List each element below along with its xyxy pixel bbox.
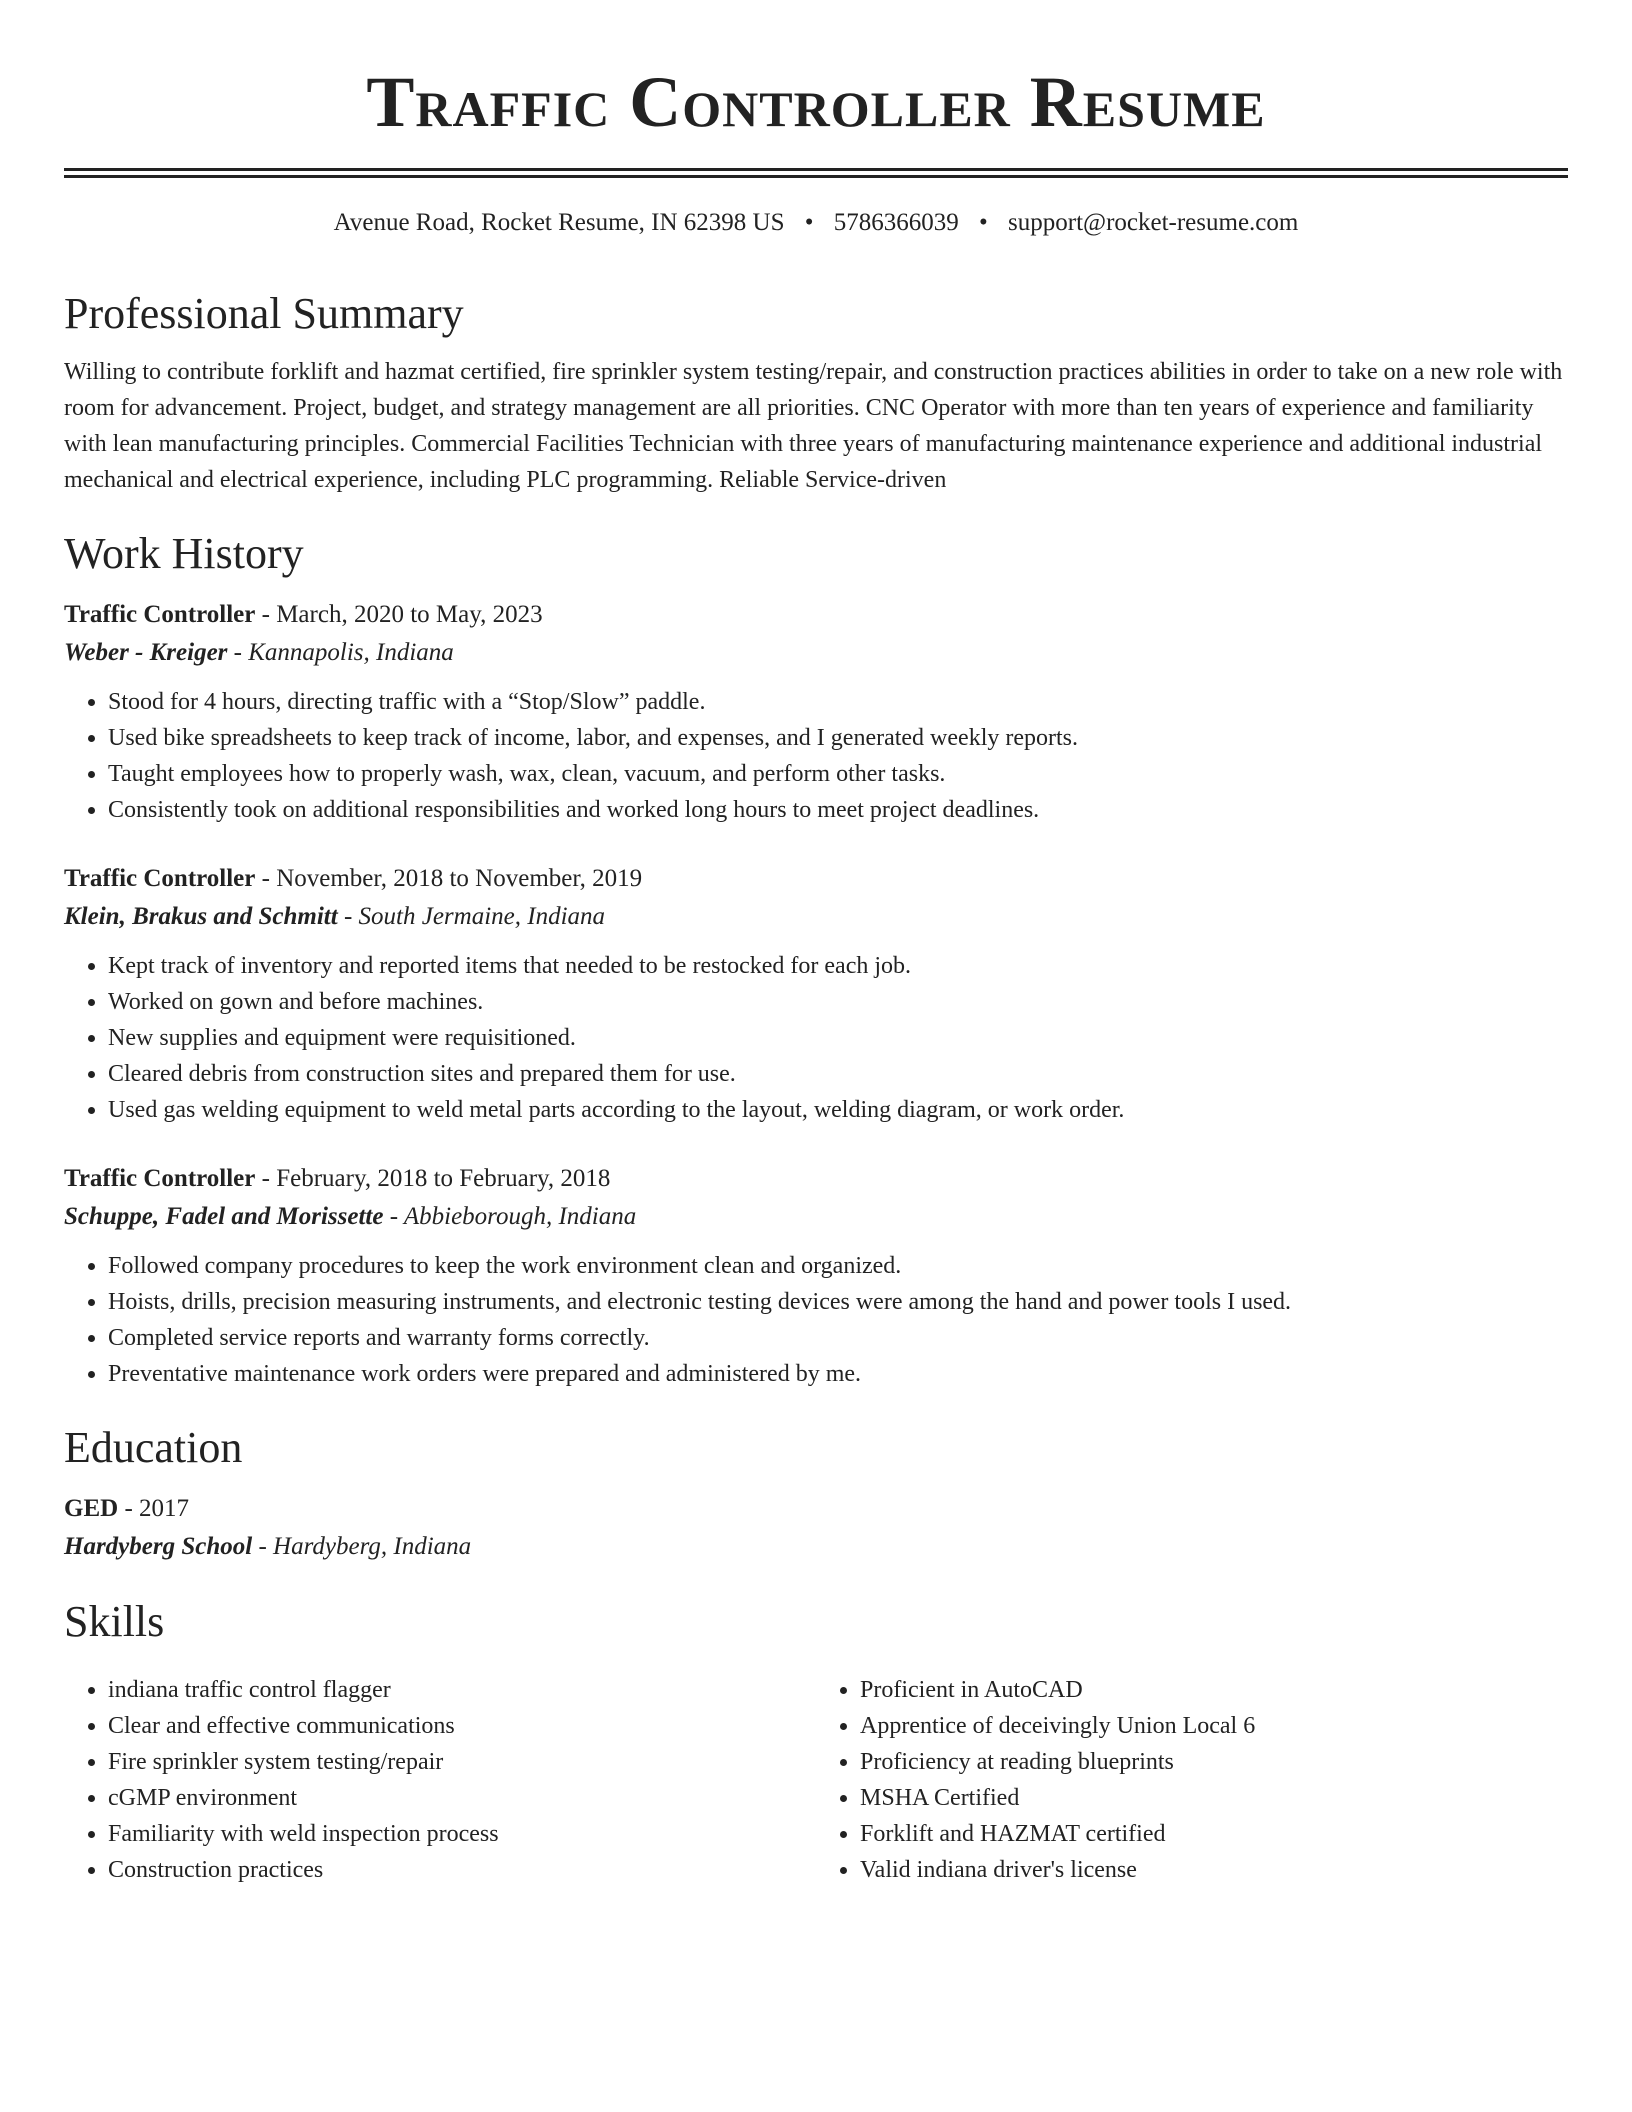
skills-list-right <box>816 1672 1568 1888</box>
contact-address: Avenue Road, Rocket Resume, IN 62398 US <box>333 209 785 236</box>
job-header <box>64 860 1568 898</box>
list-item: • Consistently took on additional responsibilities and worked long hours to meet project deadlines. <box>108 792 1568 828</box>
job-location: - Abbieborough, Indiana <box>383 1203 637 1230</box>
list-item: • Followed company procedures to keep the work environment clean and organized. <box>108 1248 1568 1284</box>
skills-section <box>64 1594 1568 1888</box>
list-item: • Used gas welding equipment to weld metal parts according to the layout, welding diagram, or work order. <box>108 1092 1568 1128</box>
skill-item: • Clear and effective communications <box>108 1708 816 1744</box>
contact-email: support@rocket-resume.com <box>1008 209 1299 236</box>
list-item: • Kept track of inventory and reported items that needed to be restocked for each job. <box>108 948 1568 984</box>
work-history-section <box>64 526 1568 1392</box>
skill-item: • Forklift and HAZMAT certified <box>860 1816 1568 1852</box>
summary-heading: Professional Summary <box>64 289 464 338</box>
summary-section <box>64 286 1568 498</box>
skill-item: • Apprentice of deceivingly Union Local 6 <box>860 1708 1568 1744</box>
skill-item: • Construction practices <box>108 1852 816 1888</box>
job-company: Schuppe, Fadel and Morissette <box>64 1203 384 1230</box>
job-dates: - February, 2018 to February, 2018 <box>255 1165 611 1192</box>
education-header <box>64 1490 1568 1528</box>
job-location: - Kannapolis, Indiana <box>227 639 454 666</box>
job-header <box>64 1160 1568 1198</box>
contact-line <box>64 206 1568 240</box>
education-degree: GED <box>64 1495 119 1522</box>
contact-separator: • <box>979 209 988 236</box>
skill-item: • Valid indiana driver's license <box>860 1852 1568 1888</box>
skill-item: • indiana traffic control flagger <box>108 1672 816 1708</box>
list-item: • New supplies and equipment were requisitioned. <box>108 1020 1568 1056</box>
list-item: • Cleared debris from construction sites and prepared them for use. <box>108 1056 1568 1092</box>
job-company: Weber - Kreiger <box>64 639 228 666</box>
job-location: - South Jermaine, Indiana <box>337 903 606 930</box>
job-entry <box>64 860 1568 1128</box>
skill-item: • Proficient in AutoCAD <box>860 1672 1568 1708</box>
education-location: - Hardyberg, Indiana <box>252 1533 472 1560</box>
job-bullets <box>64 948 1568 1128</box>
job-header <box>64 596 1568 634</box>
job-bullets <box>64 684 1568 828</box>
skill-item: • Fire sprinkler system testing/repair <box>108 1744 816 1780</box>
resume-title: Traffic Controller Resume <box>366 62 1266 142</box>
skill-item: • Proficiency at reading blueprints <box>860 1744 1568 1780</box>
list-item: • Stood for 4 hours, directing traffic with a “Stop/Slow” paddle. <box>108 684 1568 720</box>
list-item: • Preventative maintenance work orders were prepared and administered by me. <box>108 1356 1568 1392</box>
list-item: • Completed service reports and warranty forms correctly. <box>108 1320 1568 1356</box>
job-entry <box>64 1160 1568 1392</box>
skill-item: • MSHA Certified <box>860 1780 1568 1816</box>
job-company: Klein, Brakus and Schmitt <box>64 903 338 930</box>
list-item: • Taught employees how to properly wash, wax, clean, vacuum, and perform other tasks. <box>108 756 1568 792</box>
contact-separator: • <box>804 209 814 236</box>
summary-text: Willing to contribute forklift and hazmat certified, fire sprinkler system testing/repair, and construction practices abilities in order to take on a new role with room for advancement. Project, budget, and strategy management are all priorities. CNC Operator with more than ten years of experience and familiarity with lean manufacturing principles. Commercial Facilities Technician with three years of manufacturing maintenance experience and additional industrial mechanical and electrical experience, including PLC programming. Reliable Service-driven <box>64 359 1563 493</box>
title-divider <box>64 168 1568 178</box>
job-entry <box>64 596 1568 828</box>
skills-list-left <box>64 1672 816 1888</box>
job-company-line <box>64 634 1568 672</box>
contact-phone: 5786366039 <box>833 209 959 236</box>
job-role: Traffic Controller <box>64 865 256 892</box>
job-company-line <box>64 898 1568 936</box>
job-dates: - November, 2018 to November, 2019 <box>255 865 643 892</box>
skills-columns <box>64 1660 1568 1888</box>
list-item: • Hoists, drills, precision measuring instruments, and electronic testing devices were among the hand and power tools I used. <box>108 1284 1568 1320</box>
skill-item: • Familiarity with weld inspection process <box>108 1816 816 1852</box>
education-year: - 2017 <box>118 1495 190 1522</box>
job-role: Traffic Controller <box>64 601 256 628</box>
list-item: • Worked on gown and before machines. <box>108 984 1568 1020</box>
education-heading: Education <box>64 1423 243 1472</box>
list-item: • Used bike spreadsheets to keep track of income, labor, and expenses, and I generated weekly reports. <box>108 720 1568 756</box>
skill-item: • cGMP environment <box>108 1780 816 1816</box>
education-school-line <box>64 1528 1568 1566</box>
education-section <box>64 1420 1568 1566</box>
job-dates: - March, 2020 to May, 2023 <box>255 601 543 628</box>
job-company-line <box>64 1198 1568 1236</box>
job-role: Traffic Controller <box>64 1165 256 1192</box>
skills-heading: Skills <box>64 1597 165 1646</box>
work-history-heading: Work History <box>64 529 304 578</box>
job-bullets <box>64 1248 1568 1392</box>
education-school: Hardyberg School <box>64 1533 253 1560</box>
